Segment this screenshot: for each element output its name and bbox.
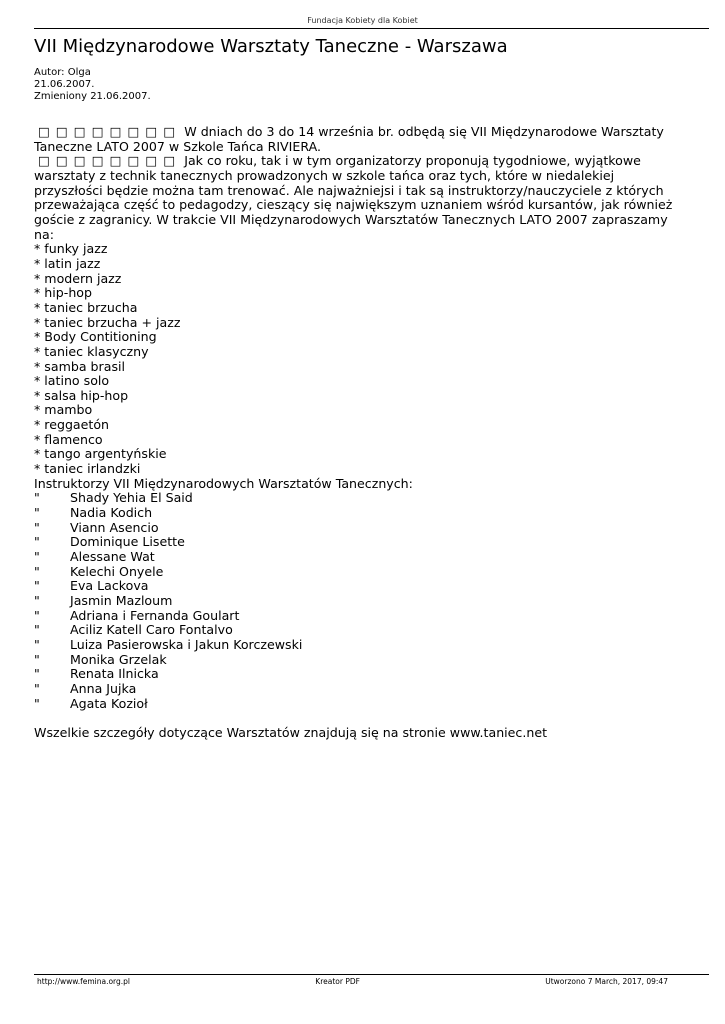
list-item: * latin jazz	[34, 255, 101, 271]
quote-mark: "	[34, 593, 40, 608]
list-item: * latino solo	[34, 373, 110, 389]
paragraph-description-text: Jak co roku, tak i w tym organizatorzy proponują tygodniowe, wyjątkowe warsztaty z technik tanecznych prowadzonych w szkole tańca oraz tych, które w niedalekiej przyszłości będzie można tam trenować. Ale najważniejsi i tak są instruktorzy/nauczyciele z których przeważająca część to pedagodzy, cieszący się największym uznaniem wśród kursantów, jak również goście z zagranicy. W trakcie VII Międzynarodowych Warsztatów Tanecznych LATO 2007 zapraszamy na:	[34, 153, 673, 242]
list-item	[34, 697, 674, 712]
quote-mark: "	[34, 666, 40, 682]
list-item: * tango argentyńskie	[34, 446, 167, 462]
instructor-name: Aciliz Katell Caro Fontalvo	[70, 622, 233, 638]
list-item	[34, 653, 674, 668]
list-item: * taniec brzucha	[34, 299, 138, 315]
article-meta	[34, 67, 151, 103]
placeholder-glyphs: □ □ □ □ □ □ □ □	[38, 153, 177, 169]
list-item: * mambo	[34, 402, 93, 418]
quote-mark: "	[34, 680, 40, 696]
quote-mark: "	[34, 607, 40, 623]
list-item	[34, 579, 674, 594]
modified-date: Zmieniony 21.06.2007.	[34, 91, 151, 102]
list-item	[34, 521, 674, 536]
list-item: * funky jazz	[34, 241, 108, 257]
list-item	[34, 623, 674, 638]
list-item	[34, 535, 674, 550]
list-item: * flamenco	[34, 431, 103, 447]
quote-mark: "	[34, 622, 40, 638]
list-item	[34, 491, 674, 506]
instructor-name: Viann Asencio	[70, 519, 159, 535]
instructor-name: Adriana i Fernanda Goulart	[70, 607, 240, 623]
list-item: * reggaetón	[34, 417, 110, 433]
page-footer	[37, 977, 668, 986]
instructor-name: Dominique Lisette	[70, 534, 185, 550]
quote-mark: "	[34, 534, 40, 550]
instructor-name: Agata Kozioł	[70, 695, 148, 711]
article-body	[34, 125, 674, 741]
quote-mark: "	[34, 651, 40, 667]
paragraph-intro	[34, 125, 674, 154]
quote-mark: "	[34, 490, 40, 506]
footer-generator: Kreator PDF	[315, 977, 360, 986]
list-item: * modern jazz	[34, 270, 122, 286]
site-name: Fundacja Kobiety dla Kobiet	[307, 16, 418, 25]
instructor-name: Jasmin Mazloum	[70, 593, 173, 608]
list-item: * taniec klasyczny	[34, 343, 149, 359]
footer-divider	[34, 974, 709, 975]
list-item	[34, 550, 674, 565]
dance-styles-list	[34, 242, 674, 477]
list-item: * Body Contitioning	[34, 329, 157, 345]
instructor-name: Nadia Kodich	[70, 505, 153, 521]
list-item	[34, 609, 674, 624]
instructor-name: Eva Lackova	[70, 578, 149, 594]
instructors-list	[34, 491, 674, 711]
instructors-heading: Instruktorzy VII Międzynarodowych Warsztatów Tanecznych:	[34, 475, 413, 491]
list-item	[34, 565, 674, 580]
footer-created: Utworzono 7 March, 2017, 09:47	[545, 977, 668, 986]
quote-mark: "	[34, 505, 40, 521]
quote-mark: "	[34, 549, 40, 565]
list-item	[34, 667, 674, 682]
list-item: * taniec brzucha + jazz	[34, 314, 181, 330]
instructor-name: Shady Yehia El Said	[70, 490, 193, 506]
footer-url: http://www.femina.org.pl	[37, 977, 130, 986]
author-line: Autor: Olga	[34, 67, 91, 78]
instructor-name: Anna Jujka	[70, 680, 137, 696]
instructor-name: Luiza Pasierowska i Jakun Korczewski	[70, 636, 303, 652]
paragraph-description	[34, 154, 674, 242]
quote-mark: "	[34, 578, 40, 594]
list-item: * taniec irlandzki	[34, 461, 141, 477]
list-item	[34, 638, 674, 653]
list-item: * salsa hip-hop	[34, 387, 129, 403]
closing-paragraph: Wszelkie szczegóły dotyczące Warsztatów znajdują się na stronie www.taniec.net	[34, 724, 548, 740]
instructor-name: Alessane Wat	[70, 549, 155, 565]
list-item	[34, 506, 674, 521]
list-item	[34, 594, 674, 609]
quote-mark: "	[34, 563, 40, 579]
paragraph-intro-text: W dniach do 3 do 14 września br. odbędą się VII Międzynarodowe Warsztaty Taneczne LATO 2007 w Szkole Tańca RIVIERA.	[34, 124, 664, 154]
quote-mark: "	[34, 695, 40, 711]
list-item: * hip-hop	[34, 285, 93, 301]
placeholder-glyphs: □ □ □ □ □ □ □ □	[38, 124, 177, 139]
instructor-name: Kelechi Onyele	[70, 563, 164, 579]
instructor-name: Monika Grzelak	[70, 651, 167, 667]
list-item: * samba brasil	[34, 358, 126, 374]
quote-mark: "	[34, 636, 40, 652]
publish-date: 21.06.2007.	[34, 79, 95, 90]
instructor-name: Renata Ilnicka	[70, 666, 159, 682]
list-item	[34, 682, 674, 697]
quote-mark: "	[34, 519, 40, 535]
page-title: VII Międzynarodowe Warsztaty Taneczne - Warszawa	[34, 36, 508, 57]
header-divider	[34, 28, 709, 29]
